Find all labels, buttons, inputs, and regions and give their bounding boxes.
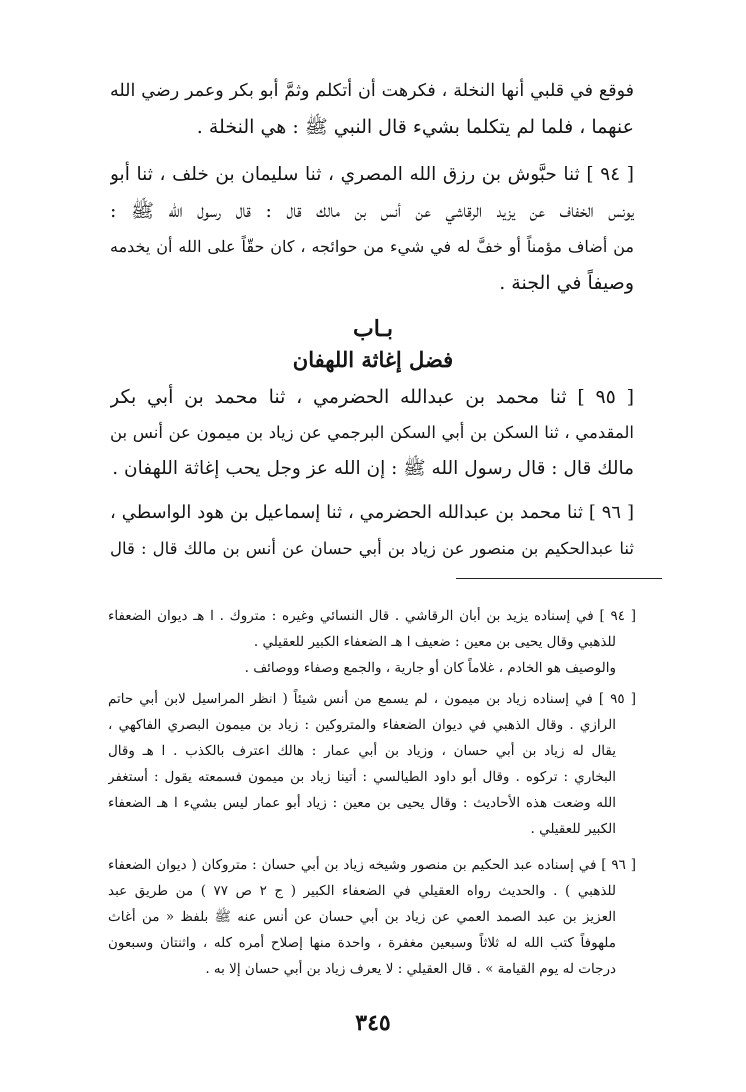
footnote-line: الكبير للعقيلي .: [530, 821, 616, 837]
footnote-line: للذهبي وقال يحيى بن معين : ضعيف ا هـ الضعفاء الكبير للعقيلي .: [253, 634, 616, 650]
footnote-line: ملهوفاً كتب الله له ثلاثاً وسبعين مغفرة ، واحدة منها إصلاح أمره كله ، واثنتان وسبعون: [108, 935, 616, 951]
footnote-line: يقال له زياد بن أبي حسان ، وزياد بن أبي عمار : هالك اعترف بالكذب . ا هـ وقال: [108, 743, 616, 759]
text-line: المقدمي ، ثنا السكن بن أبي السكن البرجمي عن زياد بن ميمون عن أنس بن: [110, 423, 634, 442]
footnote-divider: [456, 578, 662, 579]
footnote-line: العزيز بن عبد الصمد العمي عن زياد بن أبي حسان عن أنس عنه ﷺ بلفظ « من أغاث: [108, 909, 616, 925]
footnote-line: البخاري : تركوه . وقال أبو داود الطيالسي : أتينا زياد بن ميمون فسمعته يقول : أستغفر: [108, 769, 616, 785]
footnote-line: الرازي . وقال الذهبي في ديوان الضعفاء والمتروكين : زياد بن ميمون البصري الفاكهي ،: [108, 717, 616, 733]
footnote-line: [ ٩٤ ] في إسناده يزيد بن أبان الرقاشي . قال النسائي وغيره : متروك . ا هـ ديوان الضعفاء: [108, 608, 636, 624]
text-line: يونس الخفاف عن يزيد الرقاشي عن أنس بن مالك قال : قال رسول الله ﷺ :: [110, 200, 634, 222]
text-line: مالك قال : قال رسول الله ﷺ : إن الله عز وجل يحب إغاثة اللهفان .: [112, 458, 634, 479]
text-line: ثنا عبدالحكيم بن منصور عن زياد بن أبي حسان عن أنس بن مالك قال : قال: [110, 539, 634, 558]
text-line: [ ٩٦ ] ثنا محمد بن عبدالله الحضرمي ، ثنا إسماعيل بن هود الواسطي ،: [110, 502, 634, 523]
footnote-line: الله وضعت هذه الأحاديث : وقال يحيى بن معين : زياد أبو عمار ليس بشيء ا هـ الضعفاء: [108, 795, 616, 811]
footnote-line: للذهبي ) . والحديث رواه العقيلي في الضعفاء الكبير ( ج ٢ ص ٧٧ ) من طريق عبد: [108, 883, 616, 899]
text-line: عنهما ، فلما لم يتكلما بشيء قال النبي ﷺ : هي النخلة .: [196, 116, 634, 138]
chapter-title: فضل إغاثة اللهفان: [292, 347, 454, 372]
footnote-line: درجات له يوم القيامة » . قال العقيلي : لا يعرف زياد بن أبي حسان إلا به .: [205, 961, 616, 977]
footnote-line: [ ٩٦ ] في إسناده عبد الحكيم بن منصور وشيخه زياد بن أبي حسان : متروكان ( ديوان الضعفاء: [108, 857, 636, 873]
footnote-line: [ ٩٥ ] في إسناده زياد بن ميمون ، لم يسمع من أنس شيئاً ( انظر المراسيل لابن أبي حاتم: [108, 691, 636, 707]
text-line: فوقع في قلبي أنها النخلة ، فكرهت أن أتكلم وثمَّ أبو بكر وعمر رضي الله: [110, 81, 634, 101]
text-line: [ ٩٥ ] ثنا محمد بن عبدالله الحضرمي ، ثنا محمد بن أبي بكر: [110, 386, 634, 408]
footnote-line: والوصيف هو الخادم ، غلاماً كان أو جارية ، والجمع وصفاء ووصائف .: [244, 660, 616, 676]
page-number: ٣٤٥: [355, 1010, 391, 1036]
text-line: [ ٩٤ ] ثنا حبَّوش بن رزق الله المصري ، ثنا سليمان بن خلف ، ثنا أبو: [110, 164, 634, 185]
text-line: من أضاف مؤمناً أو خفَّ له في شيء من حوائجه ، كان حقّاً على الله أن يخدمه: [110, 237, 634, 256]
text-line: وصيفاً في الجنة .: [499, 272, 634, 294]
chapter-heading: بـاب: [353, 316, 393, 342]
